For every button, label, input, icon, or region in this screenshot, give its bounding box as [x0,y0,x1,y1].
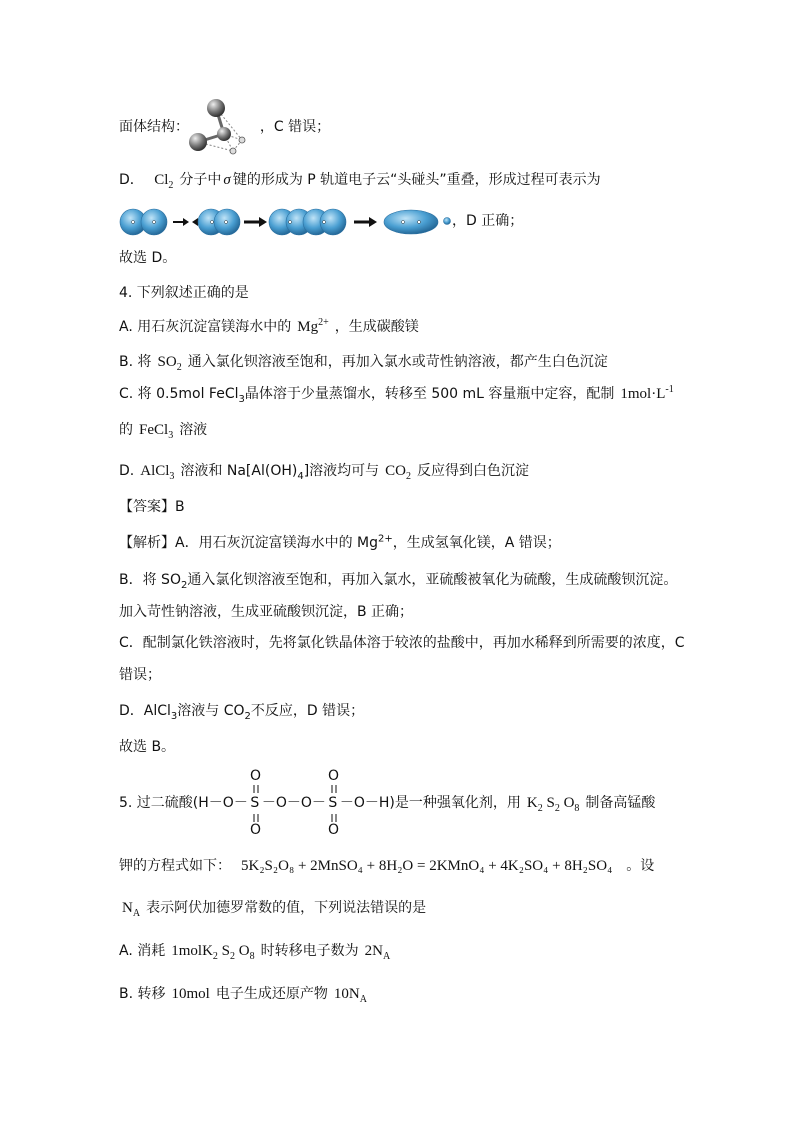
oxygen-top-1: O [250,768,262,784]
q4-exp-b1: B．将 $SO_2$通入氯化钡溶液至饱和，再加入氯水，亚硫酸被氧化为硫酸，生成硫酸钡沉淀。 [119,572,678,591]
q5-option-b: B. 转移 10mol 电子生成还原产物 $10N_A$ [119,986,367,1005]
d-option-line [119,170,601,190]
q4-exp-b2: 加入苛性钠溶液，生成亚硫酸钡沉淀，B 正确； [119,604,414,620]
q4-option-b: B. 将 $SO_2$ 通入氯化钡溶液至饱和，再加入氯水或苛性钠溶液，都产生白色沉淀 [119,354,608,373]
double-bonds [248,785,348,825]
q5-na-line: $N_A$ 表示阿伏加德罗常数的值，下列说法错误的是 [122,900,427,919]
oxygen-bottom-2: O [328,822,340,838]
oxygen-bottom-1: O [250,822,262,838]
reaction-equation: 5K₂S₂O₈ + 2MnSO₄ + 8H₂O = 2KMnO₄ + 4K₂SO₄ + 8H₂SO₄ [241,858,613,874]
molecule-structure-icon [186,96,250,158]
q5-stem-line1: 5. 过二硫酸(H－O－ S －O－O－ S －O－H)是一种强氧化剂，用 $K_2$ $S_2$ $O_8$ 制备高锰酸 [119,795,656,814]
d-label: D． [119,172,144,188]
q5-equation-line: 钾的方程式如下： 5K₂S₂O₈ + 2MnSO₄ + 8H₂O = 2KMnO₄ + 4K₂SO₄ + 8H₂SO₄ 。设 [119,858,655,874]
q4-choose: 故选 B。 [119,739,176,755]
d-text-2: 键的形成为 P 轨道电子云“头碰头”重叠，形成过程可表示为 [232,172,601,188]
q4-exp-c2: 错误； [119,667,161,683]
c-suffix: ，C 错误； [259,119,331,135]
c-prefix: 面体结构： [119,119,189,135]
d-text-1: 分子中 [179,172,222,188]
q4-option-a: A. 用石灰沉淀富镁海水中的 $Mg^{2+}$ ，生成碳酸镁 [119,317,419,335]
q4-option-d: D. AlCl$_3$ 溶液和 $Na[Al(OH)_4]$溶液均可与 $CO_2$ 反应得到白色沉淀 [119,463,530,482]
q4-answer: 【答案】B [119,499,185,515]
q4-option-c-line1: C. 将 0.5mol FeCl$_3$晶体溶于少量蒸馏水，转移至 500 mL 容量瓶中定容，配制 $1mol\cdot L^{-1}$ [119,384,674,405]
sigma-bond-orbital [383,208,443,236]
q4-exp-a: 【解析】A．用石灰沉淀富镁海水中的 $Mg^{2+}$，生成氢氧化镁，A 错误； [119,533,561,551]
q4-exp-c1: C．配制氯化铁溶液时，先将氯化铁晶体溶于较浓的盐酸中，再加水稀释到所需要的浓度，C [119,635,685,651]
d-end: ，D 正确； [452,213,524,229]
choose-d: 故选 D。 [119,250,177,266]
sigma-symbol: σ [223,172,231,188]
q4-stem: 4. 下列叙述正确的是 [119,285,249,301]
small-lobe [442,216,452,226]
orbital-overlap-diagram [119,205,419,239]
cl2-formula: $Cl_2$ [154,172,174,191]
q4-option-c-line2: 的 FeCl$_3$ 溶液 [119,422,208,441]
q4-exp-d: D．AlCl$_3$溶液与 $CO_2$不反应，D 错误； [119,703,365,722]
oxygen-top-2: O [328,768,340,784]
sulfur-2: S [328,795,338,811]
q5-option-a: A. 消耗 1molK$_2$ $S_2$ $O_8$ 时转移电子数为 $2N_A$ [119,943,391,962]
sulfur-1: S [250,795,260,811]
